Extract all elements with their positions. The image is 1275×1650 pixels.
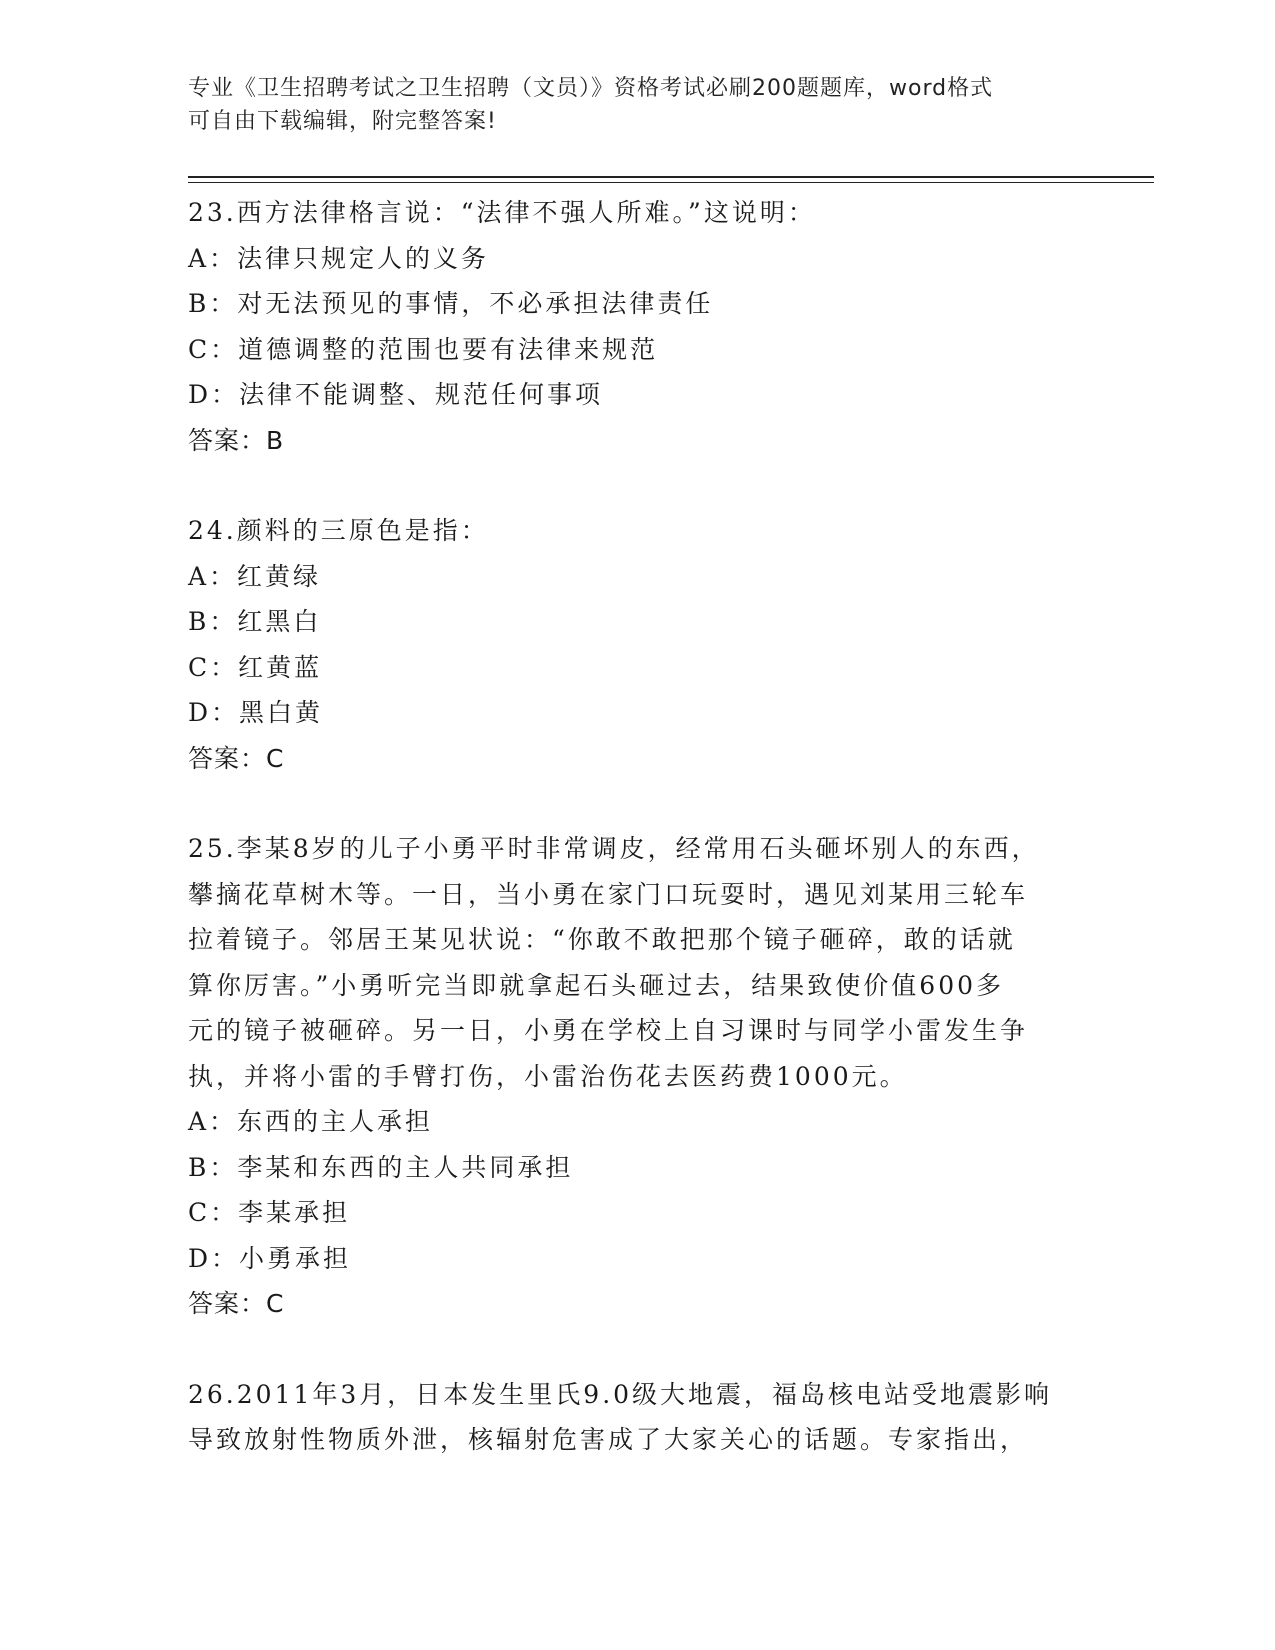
option-b: B：对无法预见的事情，不必承担法律责任 (188, 289, 714, 318)
question-26 (188, 1372, 1088, 1463)
question-text-line: 执，并将小雷的手臂打伤，小雷治伤花去医药费1000元。 (188, 1061, 908, 1091)
question-text-line: 拉着镜子。邻居王某见状说：“你敢不敢把那个镜子砸碎，敢的话就 (188, 925, 1016, 954)
question-text-line: 26.2011年3月，日本发生里氏9.0级大地震，福岛核电站受地震影响 (188, 1379, 1053, 1409)
header-divider-thin (188, 182, 1154, 183)
document-header (188, 72, 1088, 138)
question-list (188, 190, 1088, 1463)
header-divider-thick (188, 176, 1154, 178)
question-text-line: 24.颜料的三原色是指： (188, 516, 489, 545)
question-24 (188, 508, 1088, 781)
answer-label: 答案：C (188, 743, 285, 773)
option-c: C：道德调整的范围也要有法律来规范 (188, 334, 659, 364)
option-a: A：红黄绿 (188, 561, 322, 591)
option-d: D：黑白黄 (188, 698, 324, 727)
answer-label: 答案：B (188, 425, 285, 455)
option-c: C：红黄蓝 (188, 652, 323, 682)
question-text-line: 算你厉害。”小勇听完当即就拿起石头砸过去，结果致使价值600多 (188, 970, 1005, 1000)
question-23 (188, 190, 1088, 463)
option-d: D：法律不能调整、规范任何事项 (188, 380, 604, 409)
option-b: B：李某和东西的主人共同承担 (188, 1152, 574, 1182)
option-d: D：小勇承担 (188, 1243, 352, 1273)
option-a: A：法律只规定人的义务 (188, 243, 490, 273)
header-title-line-2: 可自由下载编辑，附完整答案! (188, 109, 497, 134)
question-text-line: 23.西方法律格言说：“法律不强人所难。”这说明： (188, 198, 816, 227)
question-text-line: 元的镜子被砸碎。另一日，小勇在学校上自习课时与同学小雷发生争 (188, 1016, 1029, 1045)
answer-label: 答案：C (188, 1289, 285, 1318)
question-text-line: 导致放射性物质外泄，核辐射危害成了大家关心的话题。专家指出， (188, 1425, 1029, 1454)
option-c: C：李某承担 (188, 1198, 351, 1227)
option-a: A：东西的主人承担 (188, 1107, 434, 1136)
question-text-line: 攀摘花草树木等。一日，当小勇在家门口玩耍时，遇见刘某用三轮车 (188, 879, 1029, 909)
question-25 (188, 826, 1088, 1327)
question-text-line: 25.李某8岁的儿子小勇平时非常调皮，经常用石头砸坏别人的东西， (188, 834, 1040, 863)
option-b: B：红黑白 (188, 607, 322, 636)
header-title-line-1: 专业《卫生招聘考试之卫生招聘（文员）》资格考试必刷200题题库，word格式 (188, 76, 994, 101)
